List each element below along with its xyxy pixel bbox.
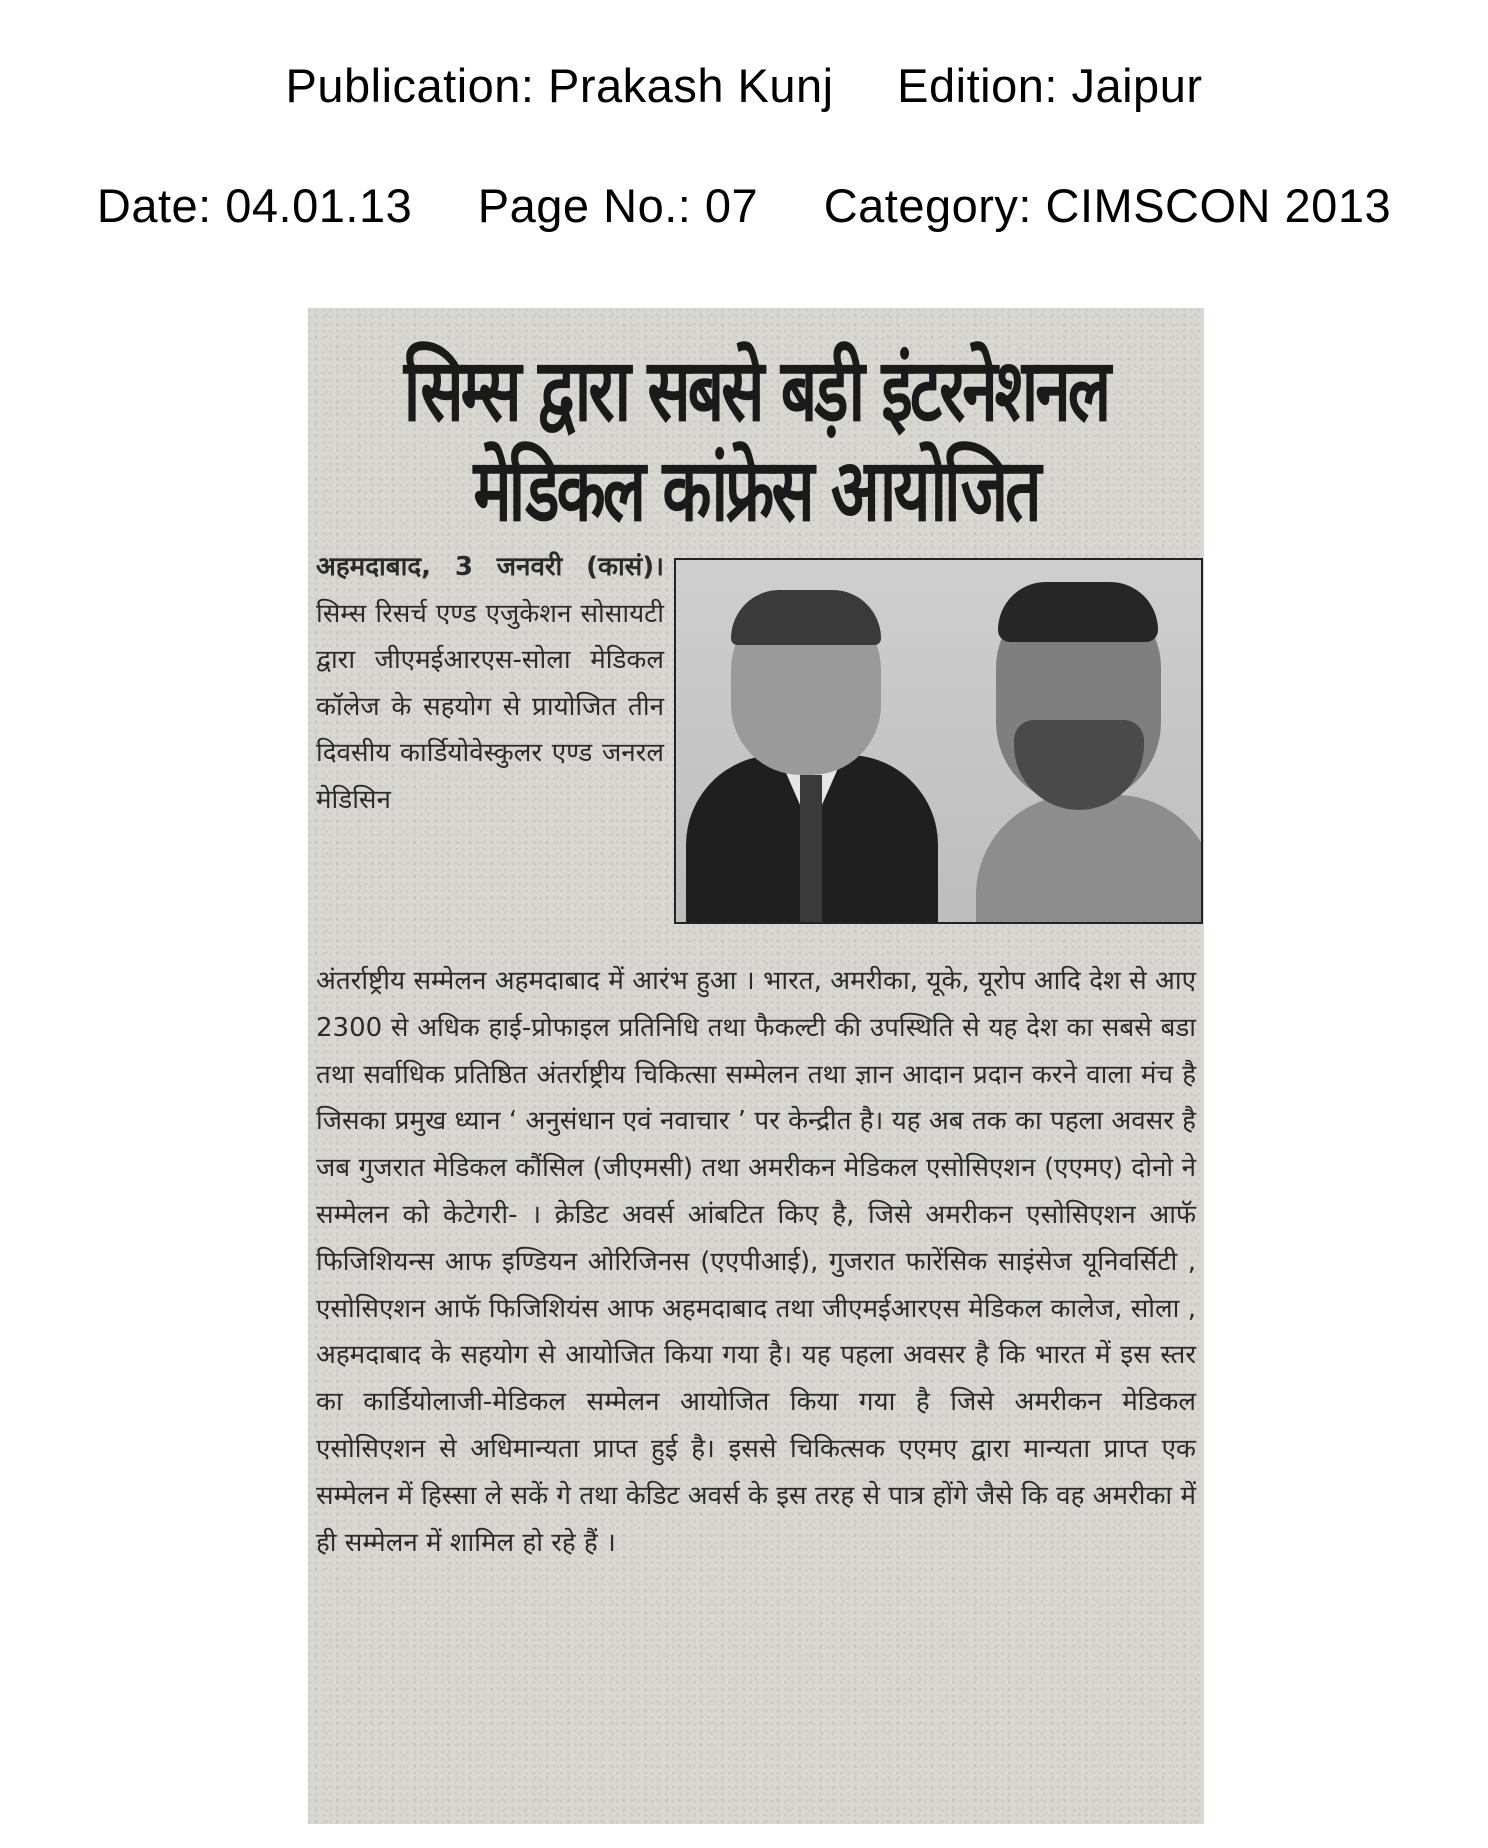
photo-person-left-tie	[800, 775, 822, 924]
headline-line-2: मेडिकल कांफ्रेस आयोजित	[473, 441, 1039, 542]
newspaper-clipping	[308, 308, 1204, 1824]
photo-person-left-hair	[731, 590, 881, 645]
article-photo	[674, 558, 1203, 924]
article-dateline: अहमदाबाद, 3 जनवरी (कासं)।	[316, 552, 664, 582]
article-intro-column	[316, 544, 664, 823]
article-body-text: अंतर्राष्ट्रीय सम्मेलन अहमदाबाद में आरंभ हुआ । भारत, अमरीका, यूके, यूरोप आदि देश से आए 2300 से अधिक हाई-प्रोफाइल प्रतिनिधि तथा फैकल्टी की उपस्थिति से यह देश का सबसे बडा तथा सर्वाधिक प्रतिष्ठित अंतर्राष्ट्रीय चिकित्सा सम्मेलन तथा ज्ञान आदान प्रदान करने वाला मंच है जिसका प्रमुख ध्यान ‘ अनुसंधान एवं नवाचार ’ पर केन्द्रीत है। यह अब तक का पहला अवसर है जब गुजरात मेडिकल कौंसिल (जीएमसी) तथा अमरीकन मेडिकल एसोसिएशन (एएमए) दोनो ने सम्मेलन को केटेगरी- । क्रेडिट अवर्स आंबटित किए है, जिसे अमरीकन एसोसिएशन आफॅ फिजिशियन्स आफ इण्डियन ओरिजिनस (एएपीआई), गुजरात फारेंसिक साइंसेज यूनिवर्सिटी , एसोसिएशन आफॅ फिजिशियंस आफ अहमदाबाद तथा जीएमईआरएस मेडिकल कालेज, सोला , अहमदाबाद के सहयोग से आयोजित किया गया है। यह पहला अवसर है कि भारत में इस स्तर का कार्डियोलाजी-मेडिकल सम्मेलन आयोजित किया गया है जिसे अमरीकन मेडिकल एसोसिएशन से अधिमान्यता प्राप्त हुई है। इससे चिकित्सक एएमए द्वारा मान्यता प्राप्त एक सम्मेलन में हिस्सा ले सकें गे तथा केडिट अवर्स के इस तरह से पात्र होंगे जैसे कि वह अमरीका में ही सम्मेलन में शामिल हो रहे हैं ।	[316, 966, 1196, 1558]
header-line-details	[0, 178, 1488, 233]
photo-person-right-shirt	[976, 795, 1203, 924]
date-label: Date: 04.01.13	[96, 179, 413, 232]
page-number-label: Page No.: 07	[477, 179, 759, 232]
header-line-publication	[0, 58, 1488, 113]
photo-person-right-hair	[998, 582, 1158, 642]
headline-line-1: सिम्स द्वारा सबसे बड़ी इंटरनेशनल	[403, 341, 1109, 442]
category-label: Category: CIMSCON 2013	[823, 179, 1392, 232]
publication-label: Publication: Prakash Kunj	[285, 59, 834, 112]
edition-label: Edition: Jaipur	[897, 59, 1203, 112]
article-intro-text: सिम्स रिसर्च एण्ड एजुकेशन सोसायटी द्वारा जीएमईआरएस-सोला मेडिकल कॉलेज के सहयोग से प्रायोजित तीन दिवसीय कार्डियोवेस्कुलर एण्ड जनरल मेडिसिन	[316, 598, 664, 815]
